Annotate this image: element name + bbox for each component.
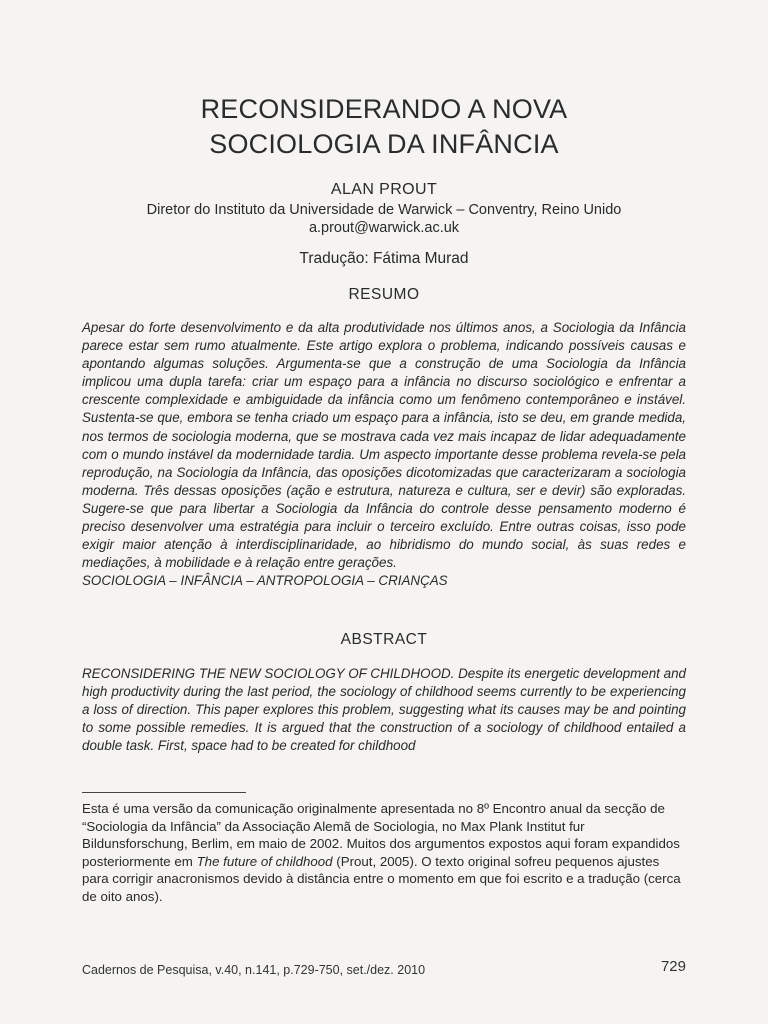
author-name: ALAN PROUT xyxy=(330,181,438,198)
author-email: a.prout@warwick.ac.uk xyxy=(308,220,460,236)
author-affiliation: Diretor do Instituto da Universidade de Warwick – Conventry, Reino Unido xyxy=(146,202,622,218)
resumo-paragraph xyxy=(82,319,686,590)
translator-credit: Tradução: Fátima Murad xyxy=(299,250,469,267)
abstract-heading: ABSTRACT xyxy=(340,631,428,648)
article-title xyxy=(0,92,768,162)
footnote-text-2: (Prout, 2005). O texto original sofreu pequenos ajustes para corrigir anacronismos devido à distância entre o momento em que foi escrito e a tradução (cerca de oito anos). xyxy=(82,853,681,904)
resumo-text: Apesar do forte desenvolvimento e da alta produtividade nos últimos anos, a Sociologia da Infância parece estar sem rumo atualmente. Este artigo explora o problema, indicando possíveis causas e apontando algumas soluções. Argumenta-se que a construção de uma Sociologia da Infância implicou uma dupla tarefa: criar um espaço para a infância no discurso sociológico e enfrentar a crescente complexidade e ambiguidade da infância como um fenômeno contemporâneo e instável. Sustenta-se que, embora se tenha criado um espaço para a infância, isto se deu, em grande medida, nos termos de sociologia moderna, que se mostrava cada vez mais incapaz de lidar adequadamente com o mundo instável da modernidade tardia. Um aspecto importante desse problema revela-se pela reprodução, na Sociologia da Infância, das oposições dicotomizadas que caracterizaram a sociologia moderna. Três dessas oposições (ação e estrutura, natureza e cultura, ser e devir) são exploradas. Sugere-se que para libertar a Sociologia da Infância do controle desse pensamento moderno é preciso desenvolver uma estratégia para incluir o terceiro excluído. Entre outras coisas, isso pode exigir maior atenção à interdisciplinaridade, ao hibridismo do mundo social, às suas redes e mediações, à mobilidade e à relação entre gerações. xyxy=(82,320,686,571)
page-number: 729 xyxy=(660,958,686,975)
resumo-keywords: SOCIOLOGIA – INFÂNCIA – ANTROPOLOGIA – CRIANÇAS xyxy=(82,573,448,589)
footnote-divider xyxy=(82,792,246,793)
journal-reference: Cadernos de Pesquisa, v.40, n.141, p.729-750, set./dez. 2010 xyxy=(82,963,426,977)
resumo-heading: RESUMO xyxy=(348,286,420,303)
footnote xyxy=(82,800,686,906)
abstract-text: RECONSIDERING THE NEW SOCIOLOGY OF CHILDHOOD. Despite its energetic development and high productivity during the last period, the sociology of childhood seems currently to be experiencing a loss of direction. This paper explores this problem, suggesting what its causes may be and pointing to some possible remedies. It is argued that the construction of a sociology of childhood entailed a double task. First, space had to be created for childhood xyxy=(82,666,686,754)
abstract-paragraph xyxy=(82,665,686,755)
title-line-1: RECONSIDERANDO A NOVA xyxy=(200,94,568,124)
title-line-2: SOCIOLOGIA DA INFÂNCIA xyxy=(209,129,559,159)
footnote-text-1: Esta é uma versão da comunicação originalmente apresentada no 8º Encontro anual da secção de “Sociologia da Infância” da Associação Alemã de Sociologia, no Max Plank Institut fur Bildunsforschung, Berlim, em maio de 2002. Muitos dos argumentos expostos aqui foram expandidos posteriormente em xyxy=(82,801,680,869)
footnote-book-title: The future of childhood xyxy=(196,853,333,869)
